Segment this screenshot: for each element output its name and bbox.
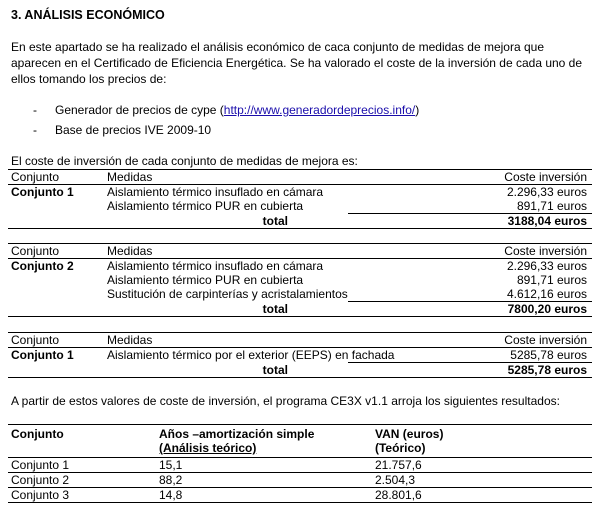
results-table — [8, 424, 592, 503]
result-van: 21.757,6 — [372, 458, 592, 473]
measure-cost: 891,71 euros — [516, 199, 587, 213]
cost-intro-text: El coste de inversión de cada conjunto de medidas de mejora es: — [11, 154, 358, 168]
result-years: 15,1 — [156, 458, 372, 473]
table-row — [8, 458, 592, 473]
measure-name: Aislamiento térmico insuflado en cámara — [104, 185, 348, 200]
table-row — [8, 199, 592, 214]
table-row — [8, 273, 592, 287]
header-years-sub: (Análisis teórico) — [159, 441, 257, 455]
header-measures: Medidas — [104, 333, 348, 348]
total-label: total — [104, 302, 348, 317]
header-measures: Medidas — [104, 244, 348, 259]
result-van: 2.504,3 — [372, 473, 592, 488]
price-generator-link[interactable]: http://www.generadordeprecios.info/ — [223, 103, 416, 117]
group-name: Conjunto 1 — [8, 348, 104, 363]
header-measures: Medidas — [104, 170, 348, 185]
table-header-row — [8, 170, 592, 185]
cost-table-2 — [8, 243, 592, 317]
total-row — [8, 363, 592, 378]
table-header-row — [8, 244, 592, 259]
total-label: total — [104, 363, 348, 378]
group-name: Conjunto 1 — [8, 185, 104, 200]
cost-table-1 — [8, 169, 592, 229]
table-row — [8, 287, 592, 302]
measure-name: Aislamiento térmico PUR en cubierta — [107, 273, 304, 287]
measure-name: Aislamiento térmico PUR en cubierta — [107, 199, 304, 214]
intro-paragraph — [11, 39, 596, 87]
price-source-list — [33, 102, 419, 142]
list-item — [33, 122, 419, 142]
total-value: 7800,20 euros — [348, 302, 592, 317]
bullet-text-after: ) — [415, 103, 420, 117]
header-group: Conjunto — [8, 170, 104, 185]
measure-cost: 2.296,33 euros — [348, 185, 592, 200]
list-item — [33, 102, 419, 122]
measure-cost: 4.612,16 euros — [506, 287, 587, 301]
table-row — [8, 185, 592, 200]
bullet-dash: - — [33, 103, 37, 117]
header-cost: Coste inversión — [348, 333, 592, 348]
header-group-label: Conjunto — [11, 427, 64, 441]
table-row — [8, 488, 592, 503]
result-group: Conjunto 3 — [8, 488, 156, 503]
total-label: total — [104, 214, 348, 229]
table-row — [8, 473, 592, 488]
result-group: Conjunto 1 — [8, 458, 156, 473]
table-header-row — [8, 425, 592, 458]
header-cost: Coste inversión — [348, 244, 592, 259]
table-row — [8, 259, 592, 274]
header-van — [372, 425, 592, 458]
header-cost: Coste inversión — [348, 170, 592, 185]
paragraph-line: ellos tomando los precios de: — [11, 72, 167, 86]
header-group: Conjunto — [8, 244, 104, 259]
measure-name: Aislamiento térmico insuflado en cámara — [104, 259, 348, 274]
bullet-dash: - — [33, 123, 37, 137]
cost-table-3 — [8, 332, 592, 378]
total-row — [8, 214, 592, 229]
bullet-text: Generador de precios de cype ( — [55, 103, 224, 117]
results-intro-text: A partir de estos valores de coste de inversión, el programa CE3X v1.1 arroja los siguientes resultados: — [11, 394, 560, 408]
measure-cost: 5285,78 euros — [348, 348, 592, 363]
total-row — [8, 302, 592, 317]
result-group: Conjunto 2 — [8, 473, 156, 488]
result-van: 28.801,6 — [372, 488, 592, 503]
measure-cost: 2.296,33 euros — [348, 259, 592, 274]
table-header-row — [8, 333, 592, 348]
header-group — [8, 425, 156, 458]
header-years-label: Años –amortización simple — [159, 427, 315, 441]
measure-name: Aislamiento térmico por el exterior (EEPS) en fachada — [104, 348, 348, 363]
header-group: Conjunto — [8, 333, 104, 348]
section-title: 3. ANÁLISIS ECONÓMICO — [11, 8, 165, 22]
header-years — [156, 425, 372, 458]
paragraph-line: En este apartado se ha realizado el análisis económico de caca conjunto de medidas de mejora que — [11, 40, 545, 54]
total-value: 5285,78 euros — [348, 363, 592, 378]
measure-cost: 891,71 euros — [516, 273, 587, 287]
header-van-sub: (Teórico) — [375, 441, 426, 455]
total-value: 3188,04 euros — [348, 214, 592, 229]
measure-name: Sustitución de carpinterías y acristalamientos — [107, 287, 348, 302]
paragraph-line: aparecen en el Certificado de Eficiencia Energética. Se ha valorado el coste de la inversión de cada uno de — [11, 56, 583, 70]
bullet-text: Base de precios IVE 2009-10 — [55, 123, 212, 137]
result-years: 14,8 — [156, 488, 372, 503]
header-van-label: VAN (euros) — [375, 427, 444, 441]
group-name: Conjunto 2 — [8, 259, 104, 274]
result-years: 88,2 — [156, 473, 372, 488]
table-row — [8, 348, 592, 363]
